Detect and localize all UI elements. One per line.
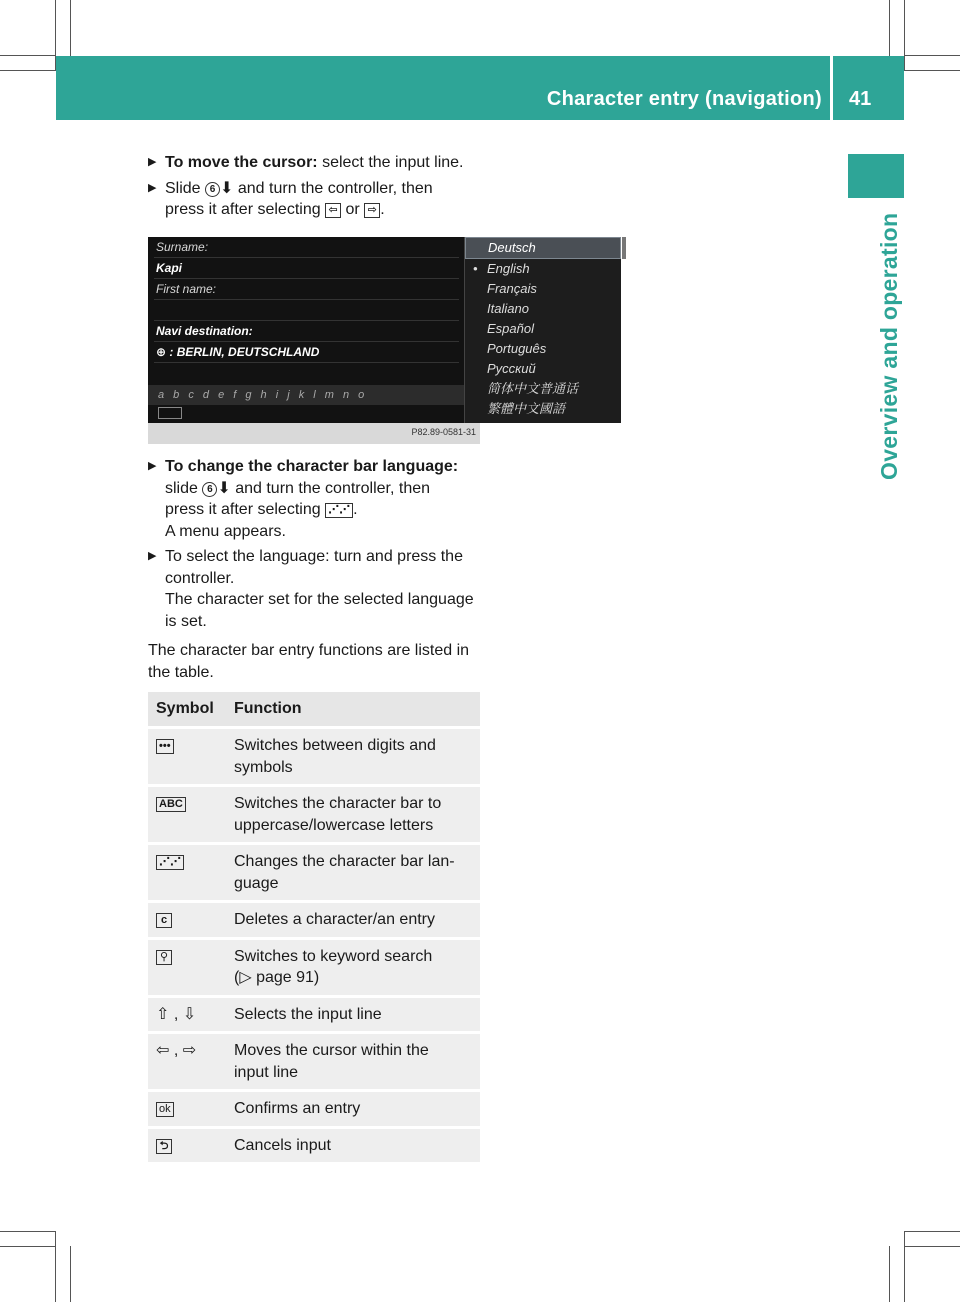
table-row xyxy=(148,996,480,1033)
step-text: A menu appears. xyxy=(165,522,286,540)
column-header-symbol: Symbol xyxy=(148,692,226,728)
crop-mark xyxy=(904,1232,905,1302)
crop-mark xyxy=(0,55,56,56)
language-option: 繁體中文國語 xyxy=(487,401,566,416)
symbol-cell xyxy=(148,1127,226,1164)
function-cell xyxy=(226,1091,480,1128)
table-row xyxy=(148,728,480,786)
symbol-cell xyxy=(148,1033,226,1091)
crop-mark xyxy=(55,1232,56,1302)
crop-mark xyxy=(889,1246,890,1302)
crop-mark xyxy=(904,1246,960,1247)
search-icon: ⚲ xyxy=(156,950,172,965)
crop-mark xyxy=(904,70,960,71)
function-cell xyxy=(226,902,480,939)
case-toggle-icon: ABC xyxy=(156,797,186,812)
function-cell xyxy=(226,1127,480,1164)
page-title: Character entry (navigation) xyxy=(546,88,822,110)
language-option: Português xyxy=(487,341,547,356)
table-row xyxy=(148,786,480,844)
function-cell xyxy=(226,786,480,844)
crop-mark xyxy=(0,70,56,71)
crop-mark xyxy=(0,1246,56,1247)
language-icon: ⋰⋰ xyxy=(156,855,184,870)
step-heading: To change the character bar language: xyxy=(165,458,459,475)
back-icon xyxy=(158,407,182,419)
form-label: Surname: xyxy=(154,237,459,258)
step-text: slide xyxy=(165,479,203,497)
language-option: Deutsch xyxy=(465,237,621,259)
delete-icon: c xyxy=(156,913,172,928)
destination-value: : BERLIN, DEUTSCHLAND xyxy=(169,345,320,359)
language-option-label: English xyxy=(487,261,530,276)
symbol-cell xyxy=(148,728,226,786)
step-marker-icon: ▶ xyxy=(148,460,157,472)
symbol-cell xyxy=(148,1091,226,1128)
column-header-function: Function xyxy=(226,692,480,728)
page-number: 41 xyxy=(849,88,872,110)
table-header-row xyxy=(148,692,480,728)
step-marker-icon: ▶ xyxy=(148,156,157,168)
table-row xyxy=(148,902,480,939)
crop-mark xyxy=(70,1246,71,1302)
function-cell xyxy=(226,996,480,1033)
step-text: is set. xyxy=(165,612,207,630)
instruction-step: ▶ Slide 6 ⬇ and turn the controller, then press it after selecting ⇦ or ⇨ . xyxy=(148,179,433,218)
arrow-up-down-icon: ⇧ , ⇩ xyxy=(156,1005,197,1023)
function-text: symbols xyxy=(234,758,293,776)
function-cell xyxy=(226,1033,480,1091)
step-text: press it after selecting xyxy=(165,201,326,218)
function-text: input line xyxy=(234,1063,299,1081)
crop-mark xyxy=(904,1231,960,1232)
function-text: Cancels input xyxy=(234,1136,331,1154)
character-bar: a b c d e f g h i j k l m n o xyxy=(148,385,474,405)
header-separator xyxy=(830,56,833,120)
form-value: Kapi xyxy=(154,258,459,279)
step-text: press it after selecting xyxy=(165,501,326,518)
cancel-icon: ⮌ xyxy=(156,1139,172,1154)
function-text: Changes the character bar lan- xyxy=(234,853,455,870)
step-heading: To move the cursor: xyxy=(165,154,318,171)
entry-form xyxy=(154,237,459,363)
table-row xyxy=(148,1127,480,1164)
symbol-cell xyxy=(148,938,226,996)
language-option: Italiano xyxy=(487,301,529,316)
function-text: Moves the cursor within the xyxy=(234,1042,429,1059)
instruction-step xyxy=(148,152,482,174)
character-bar-screenshot xyxy=(148,237,579,444)
controller-icon: 6 xyxy=(205,182,220,197)
more-symbols-icon: ••• xyxy=(156,739,174,754)
function-text: Switches the character bar to xyxy=(234,795,442,812)
form-value xyxy=(154,300,459,321)
table-row xyxy=(148,844,480,902)
step-text: . xyxy=(380,201,385,218)
step-text: and turn the controller, then xyxy=(230,479,431,497)
step-text: controller. xyxy=(165,569,235,587)
language-option xyxy=(465,259,621,279)
function-text: (▷ page 91) xyxy=(234,969,320,986)
crop-mark xyxy=(904,0,905,70)
table-row xyxy=(148,1091,480,1128)
function-cell xyxy=(226,844,480,902)
step-text: Slide xyxy=(165,179,206,197)
table-row xyxy=(148,1033,480,1091)
step-text: or xyxy=(341,201,365,218)
language-option: Français xyxy=(487,281,537,296)
arrow-left-right-icon: ⇦ , ⇨ xyxy=(156,1042,197,1059)
step-text: To select the language: turn and press the xyxy=(165,548,463,565)
function-text: uppercase/lowercase letters xyxy=(234,816,434,834)
function-text: Deletes a character/an entry xyxy=(234,911,435,928)
step-text: select the input line. xyxy=(317,154,464,171)
intro-paragraph xyxy=(148,640,482,683)
controller-icon: 6 xyxy=(202,482,217,497)
crop-mark xyxy=(70,0,71,56)
form-label: Navi destination: xyxy=(154,321,459,342)
selected-dot-icon: • xyxy=(473,261,478,276)
crop-mark xyxy=(904,55,960,56)
function-text: Switches between digits and xyxy=(234,737,436,754)
function-cell xyxy=(226,728,480,786)
language-icon: ⋰⋰ xyxy=(325,503,353,518)
arrow-left-icon: ⇦ xyxy=(325,203,341,218)
symbol-cell xyxy=(148,786,226,844)
function-table xyxy=(148,692,480,1165)
symbol-cell xyxy=(148,902,226,939)
function-text: Confirms an entry xyxy=(234,1100,361,1117)
instruction-step: ▶ To change the character bar language: slide 6 ⬇ and turn the controller, then press it after selecting ⋰⋰ . A menu appears. xyxy=(148,458,459,540)
function-text: guage xyxy=(234,874,279,892)
instruction-step xyxy=(148,546,482,632)
instruction-block-bottom xyxy=(148,456,482,683)
function-text: Selects the input line xyxy=(234,1005,382,1023)
figure-caption: P82.89-0581-31 xyxy=(411,427,476,437)
function-cell xyxy=(226,938,480,996)
menu-scrollbar xyxy=(622,237,626,259)
step-text: and turn the controller, then xyxy=(233,179,433,197)
form-value: ⊕ : BERLIN, DEUTSCHLAND xyxy=(154,342,459,363)
side-tab-marker xyxy=(848,154,904,198)
step-text: The character set for the selected language xyxy=(165,591,474,608)
symbol-cell xyxy=(148,844,226,902)
function-text: Switches to keyword search xyxy=(234,947,433,965)
instruction-block-top xyxy=(148,152,482,221)
symbol-cell xyxy=(148,996,226,1033)
paragraph-text: the table. xyxy=(148,663,214,681)
step-marker-icon: ▶ xyxy=(148,550,157,562)
language-menu xyxy=(464,237,621,423)
language-option: Русский xyxy=(487,361,536,376)
language-option: 简体中文普通话 xyxy=(487,381,579,396)
arrow-right-icon: ⇨ xyxy=(364,203,380,218)
form-label: First name: xyxy=(154,279,459,300)
ok-icon: ok xyxy=(156,1102,174,1117)
language-option: Español xyxy=(487,321,534,336)
table-row xyxy=(148,938,480,996)
crop-mark xyxy=(889,0,890,56)
side-tab-label: Overview and operation xyxy=(876,212,902,480)
step-marker-icon: ▶ xyxy=(148,181,157,194)
step-text: . xyxy=(353,501,358,518)
crop-mark xyxy=(0,1231,56,1232)
paragraph-text: The character bar entry functions are listed in xyxy=(148,642,470,659)
